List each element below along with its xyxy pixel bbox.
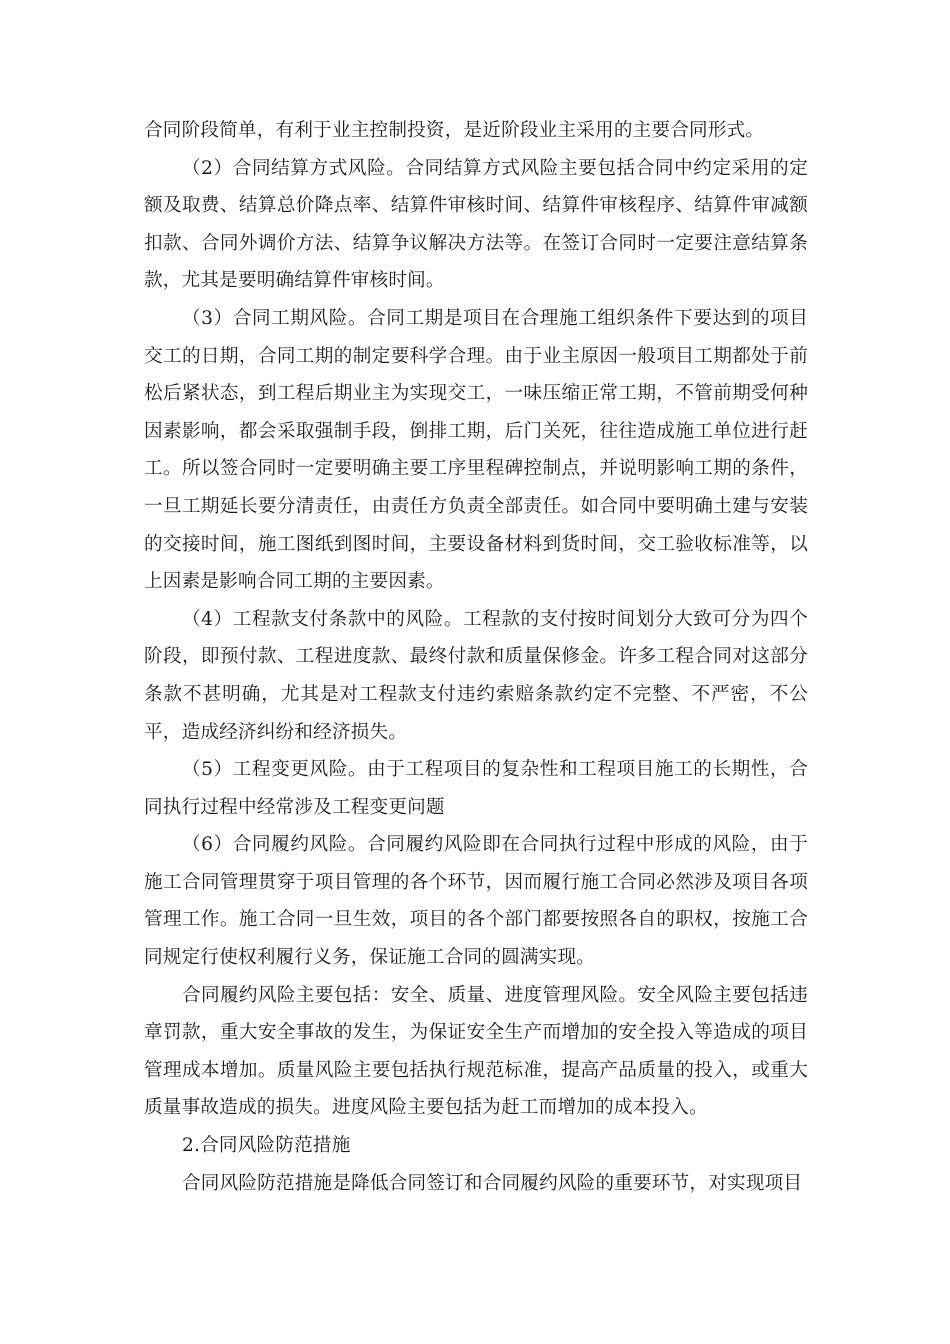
paragraph-settlement-risk: （2）合同结算方式风险。合同结算方式风险主要包括合同中约定采用的定额及取费、结算总价降点率、结算件审核时间、结算件审核程序、结算件审减额扣款、合同外调价方法、结算争议解决方法等。在签订合同时一定要注意结算条款，尤其是要明确结算件审核时间。	[144, 157, 808, 292]
paragraph-change-risk: （5）工程变更风险。由于工程项目的复杂性和工程项目施工的长期性，合同执行过程中经常涉及工程变更问题	[144, 759, 808, 818]
paragraph-performance-risk-detail: 合同履约风险主要包括：安全、质量、进度管理风险。安全风险主要包括违章罚款，重大安全事故的发生，为保证安全生产而增加的安全投入等造成的项目管理成本增加。质量风险主要包括执行规范标准，提高产品质量的投入，或重大质量事故造成的损失。进度风险主要包括为赶工而增加的成本投入。	[144, 984, 808, 1119]
paragraph-performance-risk: （6）合同履约风险。合同履约风险即在合同执行过程中形成的风险，由于施工合同管理贯穿于项目管理的各个环节，因而履行施工合同必然涉及项目各项管理工作。施工合同一旦生效，项目的各个部门都要按照各自的职权，按施工合同规定行使权利履行义务，保证施工合同的圆满实现。	[144, 834, 808, 969]
paragraph-payment-risk: （4）工程款支付条款中的风险。工程款的支付按时间划分大致可分为四个阶段，即预付款、工程进度款、最终付款和质量保修金。许多工程合同对这部分条款不甚明确，尤其是对工程款支付违约索赔条款约定不完整、不严密，不公平，造成经济纠纷和经济损失。	[144, 608, 808, 743]
paragraph-prevention-measures: 合同风险防范措施是降低合同签订和合同履约风险的重要环节，对实现项目	[182, 1172, 803, 1194]
paragraph-schedule-risk: （3）合同工期风险。合同工期是项目在合理施工组织条件下要达到的项目交工的日期，合同工期的制定要科学合理。由于业主原因一般项目工期都处于前松后紧状态，到工程后期业主为实现交工，一味压缩正常工期，不管前期受何种因素影响，都会采取强制手段，倒排工期，后门关死，往往造成施工单位进行赶工。所以签合同时一定要明确主要工序里程碑控制点，并说明影响工期的条件，一旦工期延长要分清责任，由责任方负责全部责任。如合同中要明确土建与安装的交接时间，施工图纸到图时间，主要设备材料到货时间，交工验收标准等，以上因素是影响合同工期的主要因素。	[144, 307, 808, 593]
paragraph-continuation: 合同阶段简单，有利于业主控制投资，是近阶段业主采用的主要合同形式。	[144, 120, 765, 141]
section-heading: 2.合同风险防范措施	[182, 1135, 351, 1157]
document-body	[144, 112, 808, 1202]
